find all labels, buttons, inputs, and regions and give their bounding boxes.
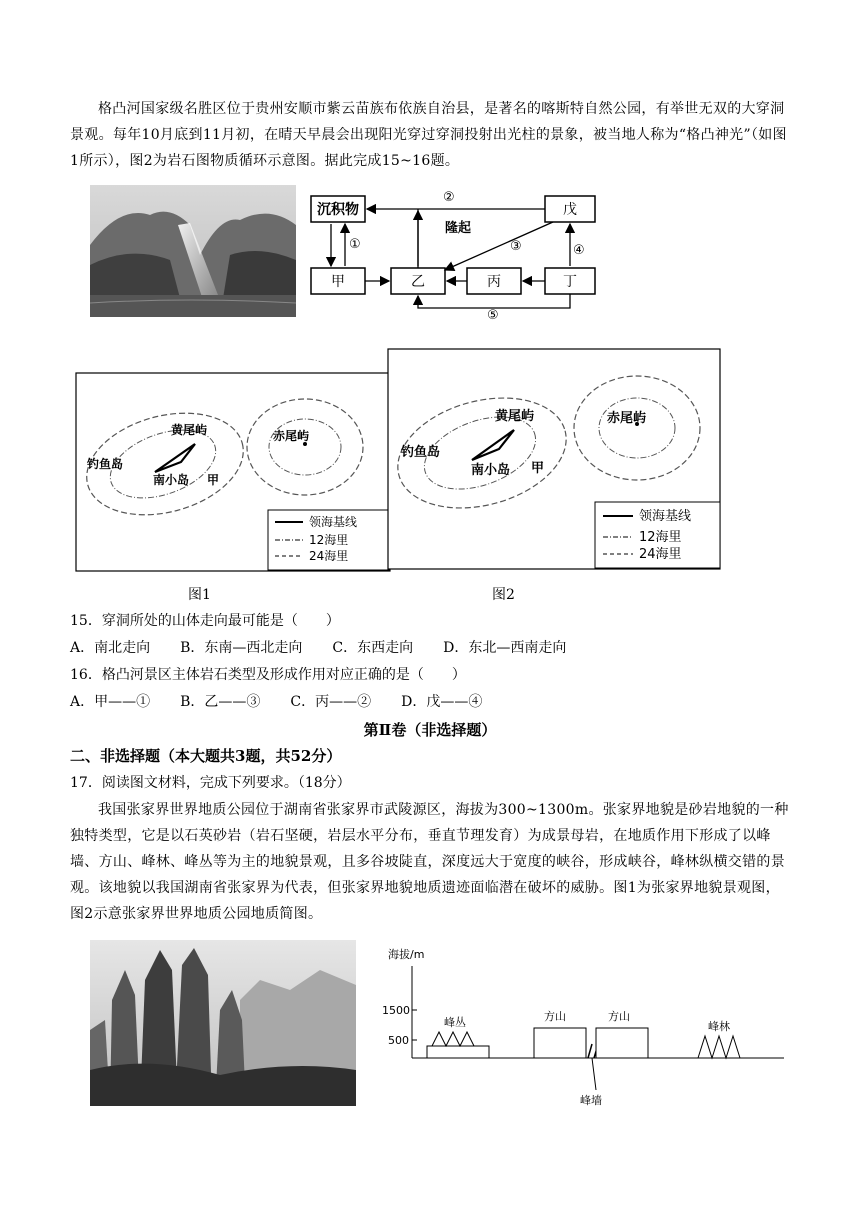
profile-tick-500: 500 xyxy=(388,1034,409,1047)
box-wu: 戊 xyxy=(563,202,577,218)
q15-stem: 15．穿洞所处的山体走向最可能是（ ） xyxy=(70,613,340,629)
map2-huang: 黄尾屿 xyxy=(495,409,535,424)
label-3: ③ xyxy=(510,239,522,254)
q17-stem: 17．阅读图文材料，完成下列要求。（18分） xyxy=(70,775,351,791)
map1-diaoyu: 钓鱼岛 xyxy=(87,457,124,471)
diaoyu-map-1 xyxy=(75,372,391,572)
section-title: 第Ⅱ卷（非选择题） xyxy=(363,721,497,739)
map2-jia: 甲 xyxy=(531,461,545,476)
map2-legend-12: 12海里 xyxy=(639,530,682,545)
fig2-caption: 图2 xyxy=(492,587,515,603)
label-5: ⑤ xyxy=(487,308,499,320)
profile-tick-1500: 1500 xyxy=(382,1004,410,1017)
q16-option-b: B．乙——③ xyxy=(180,694,261,710)
box-yi: 乙 xyxy=(411,274,425,290)
map2-diaoyu: 钓鱼岛 xyxy=(401,445,441,460)
map1-legend-baseline: 领海基线 xyxy=(309,515,358,529)
profile-fengcong: 峰丛 xyxy=(444,1016,466,1029)
q15-option-c: C．东西走向 xyxy=(332,640,414,656)
fig1-caption: 图1 xyxy=(188,587,211,603)
box-ding: 丁 xyxy=(563,274,577,290)
profile-fangshan-2: 方山 xyxy=(608,1010,630,1023)
rock-cycle-diagram xyxy=(305,188,605,320)
profile-fengqiang: 峰墙 xyxy=(580,1094,602,1107)
profile-fenglin: 峰林 xyxy=(708,1020,730,1033)
section2-heading: 二、非选择题（本大题共3题，共52分） xyxy=(70,747,342,765)
label-1: ① xyxy=(349,237,361,252)
box-bing: 丙 xyxy=(487,274,501,290)
diaoyu-map-2 xyxy=(387,348,721,570)
q15-option-d: D．东北—西南走向 xyxy=(443,640,567,656)
q16-stem: 16．格凸河景区主体岩石类型及形成作用对应正确的是（ ） xyxy=(70,667,466,683)
getu-light-photo xyxy=(90,185,296,317)
q15-option-b: B．东南—西北走向 xyxy=(180,640,303,656)
map1-legend-12: 12海里 xyxy=(309,533,349,547)
zhangjiajie-photo xyxy=(90,940,356,1106)
label-4: ④ xyxy=(573,243,585,258)
box-jia: 甲 xyxy=(331,274,345,290)
q15-options xyxy=(70,638,596,658)
map2-nanxiao: 南小岛 xyxy=(471,463,511,478)
profile-fangshan-1: 方山 xyxy=(544,1010,566,1023)
map2-chi: 赤尾屿 xyxy=(607,411,647,426)
map1-huang: 黄尾屿 xyxy=(171,423,208,437)
box-sediment: 沉积物 xyxy=(317,202,359,218)
map1-legend-24: 24海里 xyxy=(309,549,349,563)
label-2: ② xyxy=(443,190,455,205)
q15-option-a: A．南北走向 xyxy=(70,640,151,656)
q17-paragraph: 我国张家界世界地质公园位于湖南省张家界市武陵源区，海拔为300~1300m。张家界地貌是砂岩地貌的一种独特类型，它是以石英砂岩（岩石坚硬，岩层水平分布，垂直节理发育）为成景母岩，在地质作用下形成了以峰墙、方山、峰林、峰丛等为主的地貌景观，且多谷坡陡直，深度远大于宽度的峡谷，形成峡谷，峰林纵横交错的景观。该地貌以我国湖南省张家界为代表，但张家界地貌地质遗迹面临潜在破坏的威胁。图1为张家界地貌景观图，图2示意张家界世界地质公园地质简图。 xyxy=(70,802,789,922)
label-uplift: 隆起 xyxy=(445,221,472,236)
q16-option-c: C．丙——② xyxy=(290,694,372,710)
q16-option-a: A．甲——① xyxy=(70,694,151,710)
map1-chi: 赤尾屿 xyxy=(273,429,310,443)
zhangjiajie-profile xyxy=(382,940,792,1110)
map1-nanxiao: 南小岛 xyxy=(153,473,190,487)
q16-option-d: D．戊——④ xyxy=(401,694,483,710)
map2-legend-24: 24海里 xyxy=(639,547,682,562)
map1-jia: 甲 xyxy=(207,473,220,487)
profile-ylabel: 海拔/m xyxy=(388,948,425,961)
intro-paragraph: 格凸河国家级名胜区位于贵州安顺市紫云苗族布依族自治县，是著名的喀斯特自然公园，有举世无双的大穿洞景观。每年10月底到11月初，在晴天早晨会出现阳光穿过穿洞投射出光柱的景象，被当地人称为“格凸神光”（如图1所示），图2为岩石图物质循环示意图。据此完成15~16题。 xyxy=(70,101,787,169)
map2-legend-baseline: 领海基线 xyxy=(639,509,692,524)
q16-options xyxy=(70,692,512,712)
